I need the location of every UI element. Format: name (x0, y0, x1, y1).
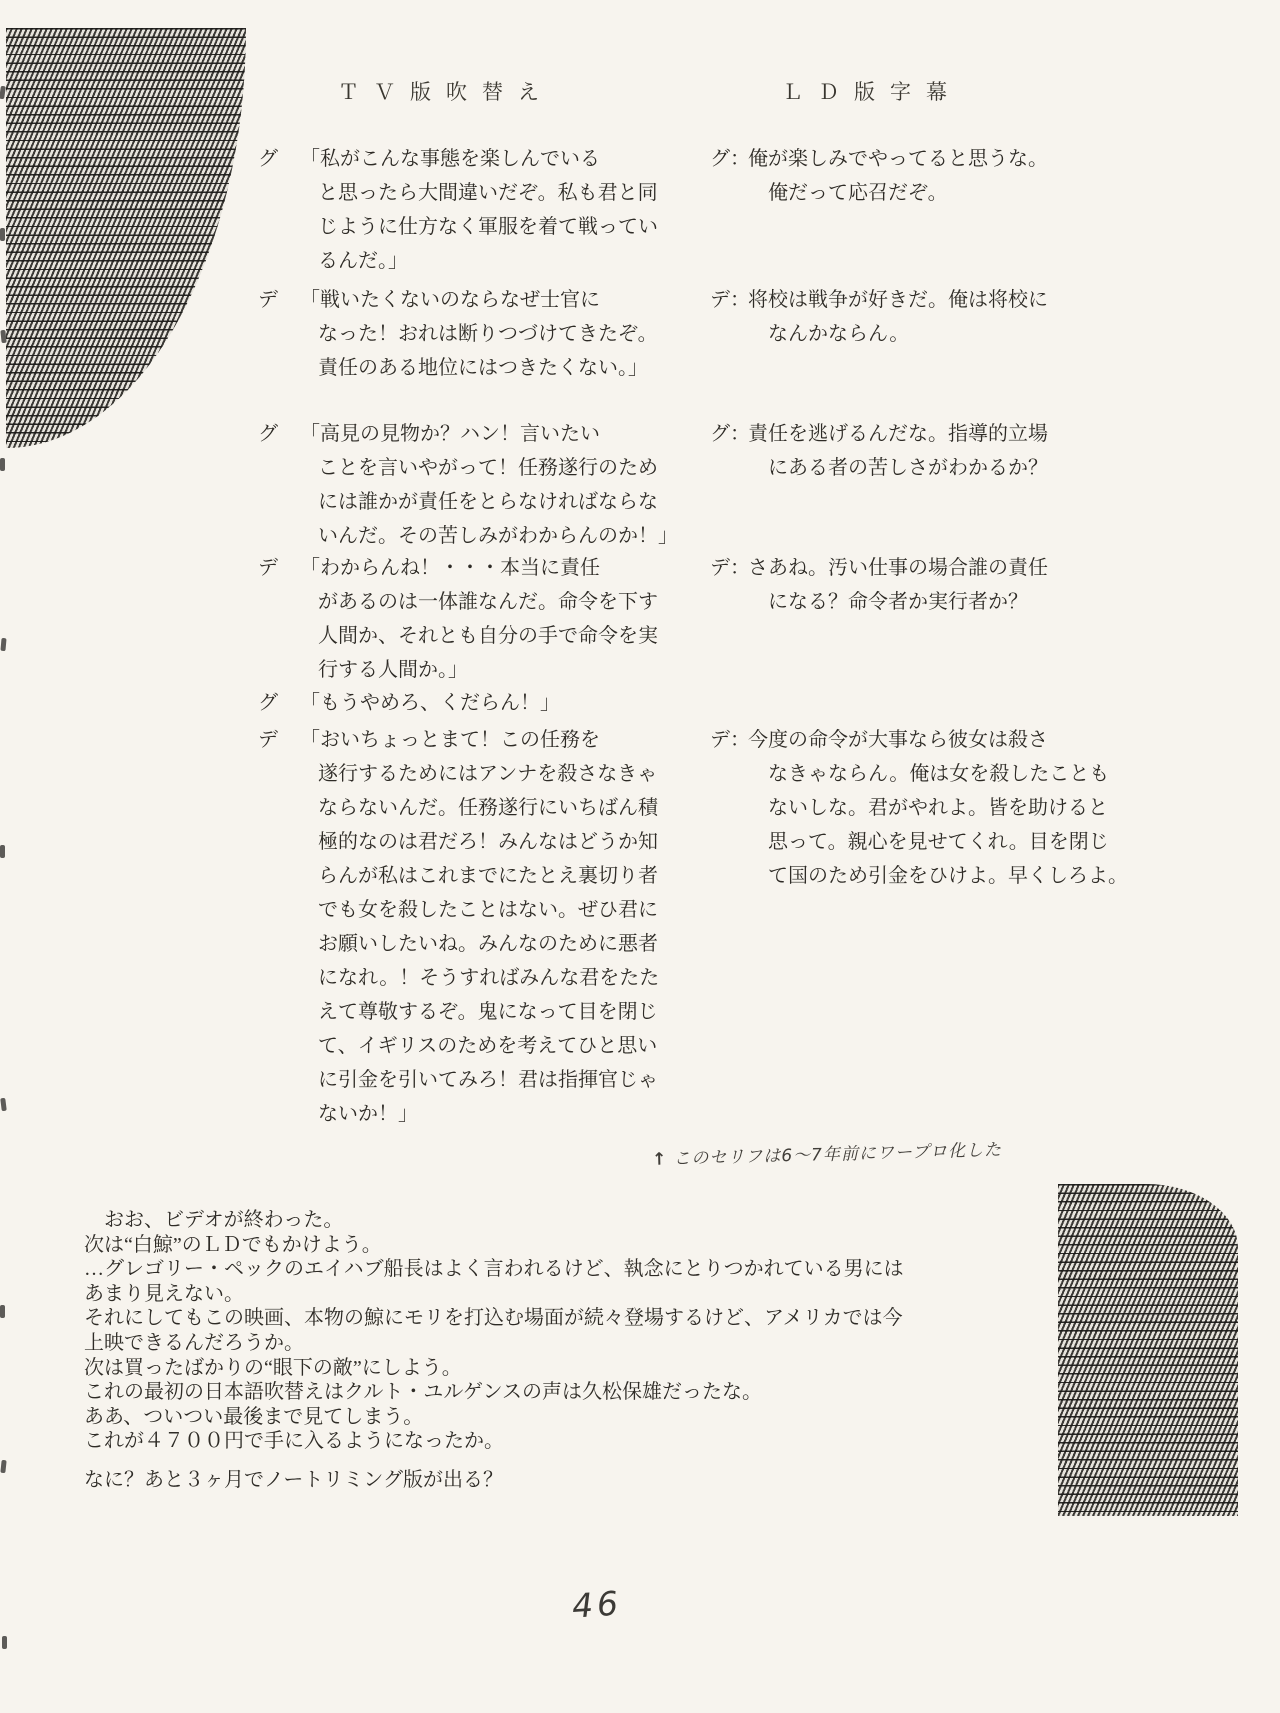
speech-lines (748, 142, 1048, 210)
dialogue-text-line: 行する人間か。」 (318, 659, 468, 681)
up-arrow-icon: ↑ (651, 1149, 668, 1170)
scan-artifact (0, 1460, 6, 1473)
ld-subtitle-column-speech (710, 723, 1128, 893)
halftone-pattern-bottom-right (1058, 1184, 1238, 1516)
dialogue-text-line: 今度の命令が大事なら彼女は殺さ (748, 729, 1048, 751)
column-header-ld-subtitles: ＬＤ版字幕 (782, 80, 962, 104)
speech-lines (300, 686, 560, 720)
footer-text-line: ああ、ついつい最後まで見てしまう。 (84, 1405, 424, 1428)
ld-subtitle-column-speech (710, 417, 1048, 485)
dialogue-text-line: でも女を殺したことはない。ぜひ君に (318, 899, 658, 921)
dialogue-text-line: て国のため引金をひけよ。早くしろよ。 (768, 865, 1128, 887)
scan-artifact (0, 638, 6, 651)
dialogue-text-line: 「わからんね！・・・本当に責任 (300, 557, 600, 579)
dialogue-text-line: 責任のある地位にはつきたくない。」 (318, 357, 648, 379)
speaker-label: デ (258, 289, 278, 311)
scan-artifact (0, 86, 6, 100)
dialogue-text-line: えて尊敬するぞ。鬼になって目を閉じ (318, 1001, 658, 1023)
dialogue-text-line: 俺だって応召だぞ。 (768, 182, 948, 204)
dialogue-text-line: 「私がこんな事態を楽しんでいる (300, 148, 600, 170)
footer-question-line: なに？あと３ヶ月でノートリミング版が出る？ (84, 1469, 503, 1491)
dialogue-text-line: 「もうやめろ、くだらん！」 (300, 692, 560, 714)
column-header-tv-dub: ＴＶ版吹替え (338, 80, 554, 104)
ld-subtitle-column-speech (710, 142, 1048, 210)
speaker-label: デ： (710, 557, 750, 579)
page-number: 46 (570, 1583, 624, 1626)
halftone-pattern-top-left (6, 28, 246, 448)
dialogue-text-line: があるのは一体誰なんだ。命令を下す (318, 591, 658, 613)
dialogue-text-line: るんだ。」 (318, 250, 408, 272)
dialogue-text-line: 「高見の見物か？ハン！言いたい (300, 423, 600, 445)
speech-lines (300, 551, 658, 687)
speaker-label: デ (258, 557, 278, 579)
speech-lines (748, 417, 1048, 485)
speaker-label: グ： (710, 423, 750, 445)
footer-text-line: 次は“白鯨”のＬＤでもかけよう。 (84, 1233, 382, 1256)
dialogue-text-line: らんが私はこれまでにたとえ裏切り者 (318, 865, 658, 887)
scan-artifact (0, 1098, 7, 1112)
dialogue-text-line: になる？命令者か実行者か？ (768, 591, 1028, 613)
dialogue-text-line: に引金を引いてみろ！君は指揮官じゃ (318, 1069, 658, 1091)
dialogue-text-line: ことを言いやがって！任務遂行のため (318, 457, 658, 479)
footer-commentary (84, 1208, 904, 1454)
footer-text-line: おお、ビデオが終わった。 (84, 1209, 344, 1231)
speaker-label: グ： (710, 148, 750, 170)
speech-lines (300, 142, 658, 278)
tv-dub-column-speech (258, 142, 658, 278)
dialogue-text-line: なきゃならん。俺は女を殺したことも (768, 763, 1110, 785)
dialogue-text-line: さあね。汚い仕事の場合誰の責任 (748, 557, 1048, 579)
dialogue-text-line: にある者の苦しさがわかるか？ (768, 457, 1048, 479)
dialogue-text-line: 極的なのは君だろ！みんなはどうか知 (318, 831, 658, 853)
dialogue-text-line: 人間か、それとも自分の手で命令を実 (318, 625, 658, 647)
speaker-label: グ (258, 148, 278, 170)
dialogue-text-line: 遂行するためにはアンナを殺さなきゃ (318, 763, 658, 785)
scan-artifact (0, 845, 5, 858)
footer-text-line: これが４７００円で手に入るようになったか。 (84, 1430, 504, 1453)
dialogue-text-line: 将校は戦争が好きだ。俺は将校に (748, 289, 1048, 311)
dialogue-text-line: お願いしたいね。みんなのために悪者 (318, 933, 658, 955)
footer-text-line: それにしてもこの映画、本物の鯨にモリを打込む場面が続々登場するけど、アメリカでは今 (84, 1307, 903, 1330)
dialogue-text-line: じように仕方なく軍服を着て戦ってい (318, 216, 658, 238)
dialogue-text-line: て、イギリスのためを考えてひと思い (318, 1035, 658, 1057)
dialogue-text-line: 思って。親心を見せてくれ。目を閉じ (768, 831, 1109, 853)
handwritten-note (652, 1135, 1003, 1170)
footer-text-line: …グレゴリー・ペックのエイハブ船長はよく言われるけど、執念にとりつかれている男には (84, 1258, 904, 1281)
speaker-label: デ (258, 729, 278, 751)
tv-dub-column-speech (258, 283, 658, 385)
dialogue-text-line: と思ったら大間違いだぞ。私も君と同 (318, 182, 658, 204)
dialogue-text-line: ならないんだ。任務遂行にいちばん積 (318, 797, 658, 819)
dialogue-text-line: には誰かが責任をとらなければならな (318, 491, 658, 513)
dialogue-text-line: ないしな。君がやれよ。皆を助けると (768, 797, 1108, 819)
speaker-label: デ： (710, 289, 750, 311)
dialogue-text-line: いんだ。その苦しみがわからんのか！」 (318, 525, 678, 547)
tv-dub-column-speech (258, 686, 560, 720)
speech-lines (300, 723, 659, 1131)
ld-subtitle-column-speech (710, 283, 1048, 351)
footer-text-line: 上映できるんだろうか。 (84, 1331, 304, 1354)
scan-artifact (2, 1636, 7, 1649)
scan-artifact (0, 1305, 5, 1318)
tv-dub-column-speech (258, 417, 678, 553)
ld-subtitle-column-speech (710, 551, 1048, 619)
handwritten-note-text: このセリフは6〜7年前にワープロ化した (673, 1140, 1003, 1170)
dialogue-text-line: 責任を逃げるんだな。指導的立場 (748, 423, 1048, 445)
scan-artifact (0, 458, 5, 471)
speech-lines (748, 551, 1048, 619)
dialogue-text-line: 「戦いたくないのならなぜ士官に (300, 289, 600, 311)
speaker-label: グ (258, 692, 278, 714)
dialogue-text-line: 俺が楽しみでやってると思うな。 (748, 148, 1048, 170)
footer-text-line: 次は買ったばかりの“眼下の敵”にしよう。 (84, 1356, 462, 1379)
speech-lines (748, 723, 1128, 893)
footer-text-line: あまり見えない。 (84, 1282, 244, 1305)
speaker-label: グ (258, 423, 278, 445)
speech-lines (300, 283, 658, 385)
speech-lines (300, 417, 678, 553)
dialogue-text-line: になれ。！そうすればみんな君をたた (318, 967, 660, 989)
dialogue-text-line: なった！おれは断りつづけてきたぞ。 (318, 323, 658, 345)
speaker-label: デ： (710, 729, 750, 751)
dialogue-text-line: 「おいちょっとまて！この任務を (300, 729, 600, 751)
dialogue-text-line: ないか！」 (318, 1103, 418, 1125)
scan-artifact (0, 228, 5, 241)
footer-text-line: これの最初の日本語吹替えはクルト・ユルゲンスの声は久松保雄だったな。 (84, 1381, 762, 1404)
tv-dub-column-speech (258, 551, 658, 687)
speech-lines (748, 283, 1048, 351)
tv-dub-column-speech (258, 723, 659, 1131)
dialogue-text-line: なんかならん。 (768, 323, 910, 345)
